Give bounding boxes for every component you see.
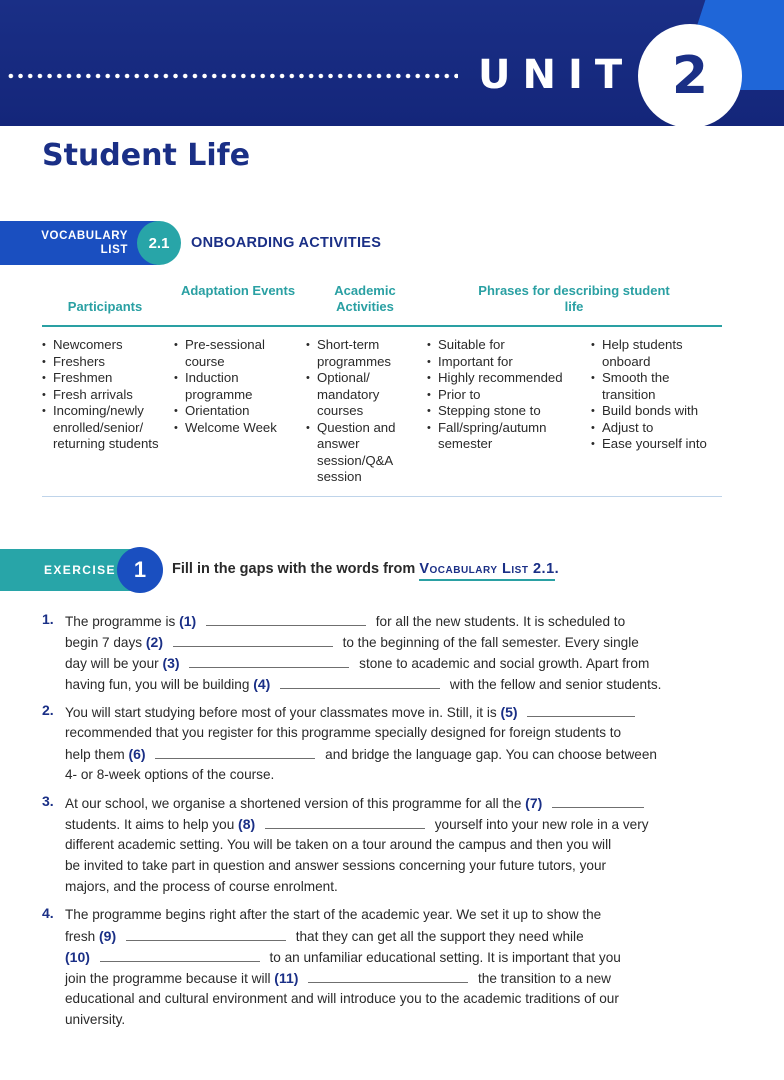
vocab-item: • Prior to bbox=[427, 387, 587, 404]
vocab-item: • Suitable for bbox=[427, 337, 587, 354]
text-line bbox=[65, 856, 606, 876]
gap-blank[interactable] bbox=[173, 634, 333, 647]
line-text: that they can get all the support they need while bbox=[295, 929, 584, 944]
line-text: day will be your bbox=[65, 656, 159, 671]
line-text: with the fellow and senior students. bbox=[449, 677, 662, 692]
line-text: recommended that you register for this programme specially designed for foreign students to bbox=[65, 725, 622, 740]
item-number: 3. bbox=[42, 793, 54, 809]
line-text: help them bbox=[65, 747, 125, 762]
line-text: The programme begins right after the start of the academic year. We set it up to show the bbox=[65, 907, 602, 922]
vocabulary-label-line1: VOCABULARY bbox=[41, 230, 128, 242]
gap-number: (3) bbox=[162, 655, 180, 671]
item-number: 4. bbox=[42, 905, 54, 921]
column-header-participants: Participants bbox=[67, 299, 143, 314]
text-line bbox=[65, 632, 639, 652]
line-text: university. bbox=[65, 1012, 126, 1027]
vocab-item: • Pre-sessional course bbox=[174, 337, 279, 370]
vocab-item: • Short-term programmes bbox=[306, 337, 405, 370]
vocabulary-list-ribbon bbox=[0, 221, 178, 265]
line-text: yourself into your new role in a very bbox=[434, 817, 649, 832]
vocab-item: • Help students onboard bbox=[591, 337, 708, 370]
gap-blank[interactable] bbox=[155, 746, 315, 759]
vocab-item: • Question and answer session/Q&A session bbox=[306, 420, 403, 486]
gap-blank[interactable] bbox=[265, 816, 425, 829]
vocab-item: • Stepping stone to bbox=[427, 403, 587, 420]
text-line bbox=[65, 653, 649, 673]
vocab-item: • Ease yourself into bbox=[591, 436, 731, 453]
exercise-instruction bbox=[172, 561, 559, 577]
line-text: You will start studying before most of your classmates move in. Still, it is bbox=[65, 705, 497, 720]
gap-blank[interactable] bbox=[100, 949, 260, 962]
vocab-item: • Welcome Week bbox=[174, 420, 298, 437]
vocab-item: • Induction programme bbox=[174, 370, 279, 403]
text-line bbox=[65, 926, 584, 946]
vocab-item: • Fall/spring/autumn semester bbox=[427, 420, 568, 453]
text-line bbox=[65, 744, 657, 764]
vocab-item: • Highly recommended bbox=[427, 370, 587, 387]
text-line bbox=[65, 611, 625, 631]
text-line bbox=[65, 947, 621, 967]
vocab-column-phrases-1 bbox=[427, 337, 587, 453]
vocabulary-list-label bbox=[28, 229, 128, 257]
gap-number: (5) bbox=[500, 704, 518, 720]
text-line bbox=[65, 905, 601, 925]
line-text: and bridge the language gap. You can choose between bbox=[325, 747, 657, 762]
line-text: different academic setting. You will be taken on a tour around the campus and then you will bbox=[65, 837, 612, 852]
text-line bbox=[65, 723, 621, 743]
unit-label: UNIT bbox=[478, 52, 635, 98]
vocab-item: • Orientation bbox=[174, 403, 298, 420]
text-line bbox=[65, 793, 650, 813]
table-bottom-rule bbox=[42, 496, 722, 497]
column-header-adaptation-events: Adaptation Events bbox=[180, 283, 296, 298]
line-text: At our school, we organise a shortened version of this programme for all the bbox=[65, 796, 522, 811]
text-line bbox=[65, 1010, 125, 1030]
line-text: to an unfamiliar educational setting. It is important that you bbox=[269, 950, 621, 965]
gap-number: (10) bbox=[65, 949, 90, 965]
instruction-period: . bbox=[554, 561, 559, 577]
line-text: educational and cultural environment and will introduce you to the academic traditions of our bbox=[65, 991, 619, 1006]
line-text: be invited to take part in question and answer sessions concerning your future tutors, your bbox=[65, 858, 607, 873]
vocab-item: • Fresh arrivals bbox=[42, 387, 170, 404]
text-line bbox=[65, 968, 611, 988]
gap-number: (2) bbox=[145, 634, 163, 650]
vocabulary-list-reference: Vocabulary List 2.1 bbox=[419, 561, 554, 581]
text-line bbox=[65, 989, 619, 1009]
item-number: 1. bbox=[42, 611, 54, 627]
unit-banner bbox=[0, 0, 784, 126]
exercise-label: EXERCISE bbox=[44, 563, 116, 577]
line-text: having fun, you will be building bbox=[65, 677, 250, 692]
vocab-item: • Adjust to bbox=[591, 420, 731, 437]
vocab-item: • Incoming/newly enrolled/senior/ returning students bbox=[42, 403, 161, 453]
gap-number: (9) bbox=[99, 928, 117, 944]
line-text: The programme is bbox=[65, 614, 176, 629]
item-number: 2. bbox=[42, 702, 54, 718]
line-text: begin 7 days bbox=[65, 635, 143, 650]
vocabulary-list-number: 2.1 bbox=[137, 221, 181, 265]
vocab-item: • Freshmen bbox=[42, 370, 170, 387]
text-line bbox=[65, 674, 661, 694]
line-text: to the beginning of the fall semester. Every single bbox=[342, 635, 639, 650]
line-text: for all the new students. It is scheduled to bbox=[375, 614, 626, 629]
dotted-line bbox=[6, 73, 458, 79]
vocab-column-phrases-2 bbox=[591, 337, 731, 453]
text-line bbox=[65, 877, 338, 897]
line-text: stone to academic and social growth. Apart from bbox=[359, 656, 650, 671]
vocab-item: • Build bonds with bbox=[591, 403, 731, 420]
vocab-item: • Smooth the transition bbox=[591, 370, 692, 403]
vocab-item: • Newcomers bbox=[42, 337, 170, 354]
vocabulary-list-title: ONBOARDING ACTIVITIES bbox=[191, 235, 382, 251]
exercise-instruction-text: Fill in the gaps with the words from bbox=[172, 561, 416, 577]
vocab-column-participants bbox=[42, 337, 170, 453]
vocab-item: • Freshers bbox=[42, 354, 170, 371]
line-text: join the programme because it will bbox=[65, 971, 271, 986]
gap-blank[interactable] bbox=[206, 613, 366, 626]
gap-blank[interactable] bbox=[189, 655, 349, 668]
gap-number: (8) bbox=[238, 816, 256, 832]
gap-number: (1) bbox=[179, 613, 197, 629]
exercise-number: 1 bbox=[117, 547, 163, 593]
vocabulary-label-line2: LIST bbox=[100, 244, 128, 256]
gap-number: (11) bbox=[274, 970, 299, 986]
gap-blank[interactable] bbox=[126, 928, 286, 941]
gap-blank[interactable] bbox=[308, 970, 468, 983]
vocab-item: • Important for bbox=[427, 354, 587, 371]
gap-number: (7) bbox=[525, 795, 543, 811]
unit-number: 2 bbox=[671, 46, 709, 106]
gap-number: (4) bbox=[253, 676, 271, 692]
line-text: majors, and the process of course enrolment. bbox=[65, 879, 338, 894]
chapter-title: Student Life bbox=[42, 138, 251, 173]
line-text: students. It aims to help you bbox=[65, 817, 235, 832]
vocab-column-adaptation-events bbox=[174, 337, 298, 436]
table-header-rule bbox=[42, 325, 722, 327]
gap-blank[interactable] bbox=[552, 795, 644, 808]
text-line bbox=[65, 814, 649, 834]
column-header-academic-activities: Academic Activities bbox=[334, 283, 396, 314]
vocab-column-academic-activities bbox=[306, 337, 416, 486]
line-text: fresh bbox=[65, 929, 96, 944]
gap-number: (6) bbox=[128, 746, 146, 762]
unit-number-badge bbox=[638, 24, 742, 126]
gap-blank[interactable] bbox=[527, 704, 635, 717]
line-text: 4- or 8-week options of the course. bbox=[65, 767, 275, 782]
text-line bbox=[65, 765, 274, 785]
column-header-phrases: Phrases for describing student life bbox=[478, 283, 670, 314]
line-text: the transition to a new bbox=[477, 971, 611, 986]
vocab-item: • Optional/ mandatory courses bbox=[306, 370, 397, 420]
text-line bbox=[65, 835, 611, 855]
exercise-ribbon bbox=[0, 549, 156, 591]
gap-blank[interactable] bbox=[280, 676, 440, 689]
text-line bbox=[65, 702, 641, 722]
